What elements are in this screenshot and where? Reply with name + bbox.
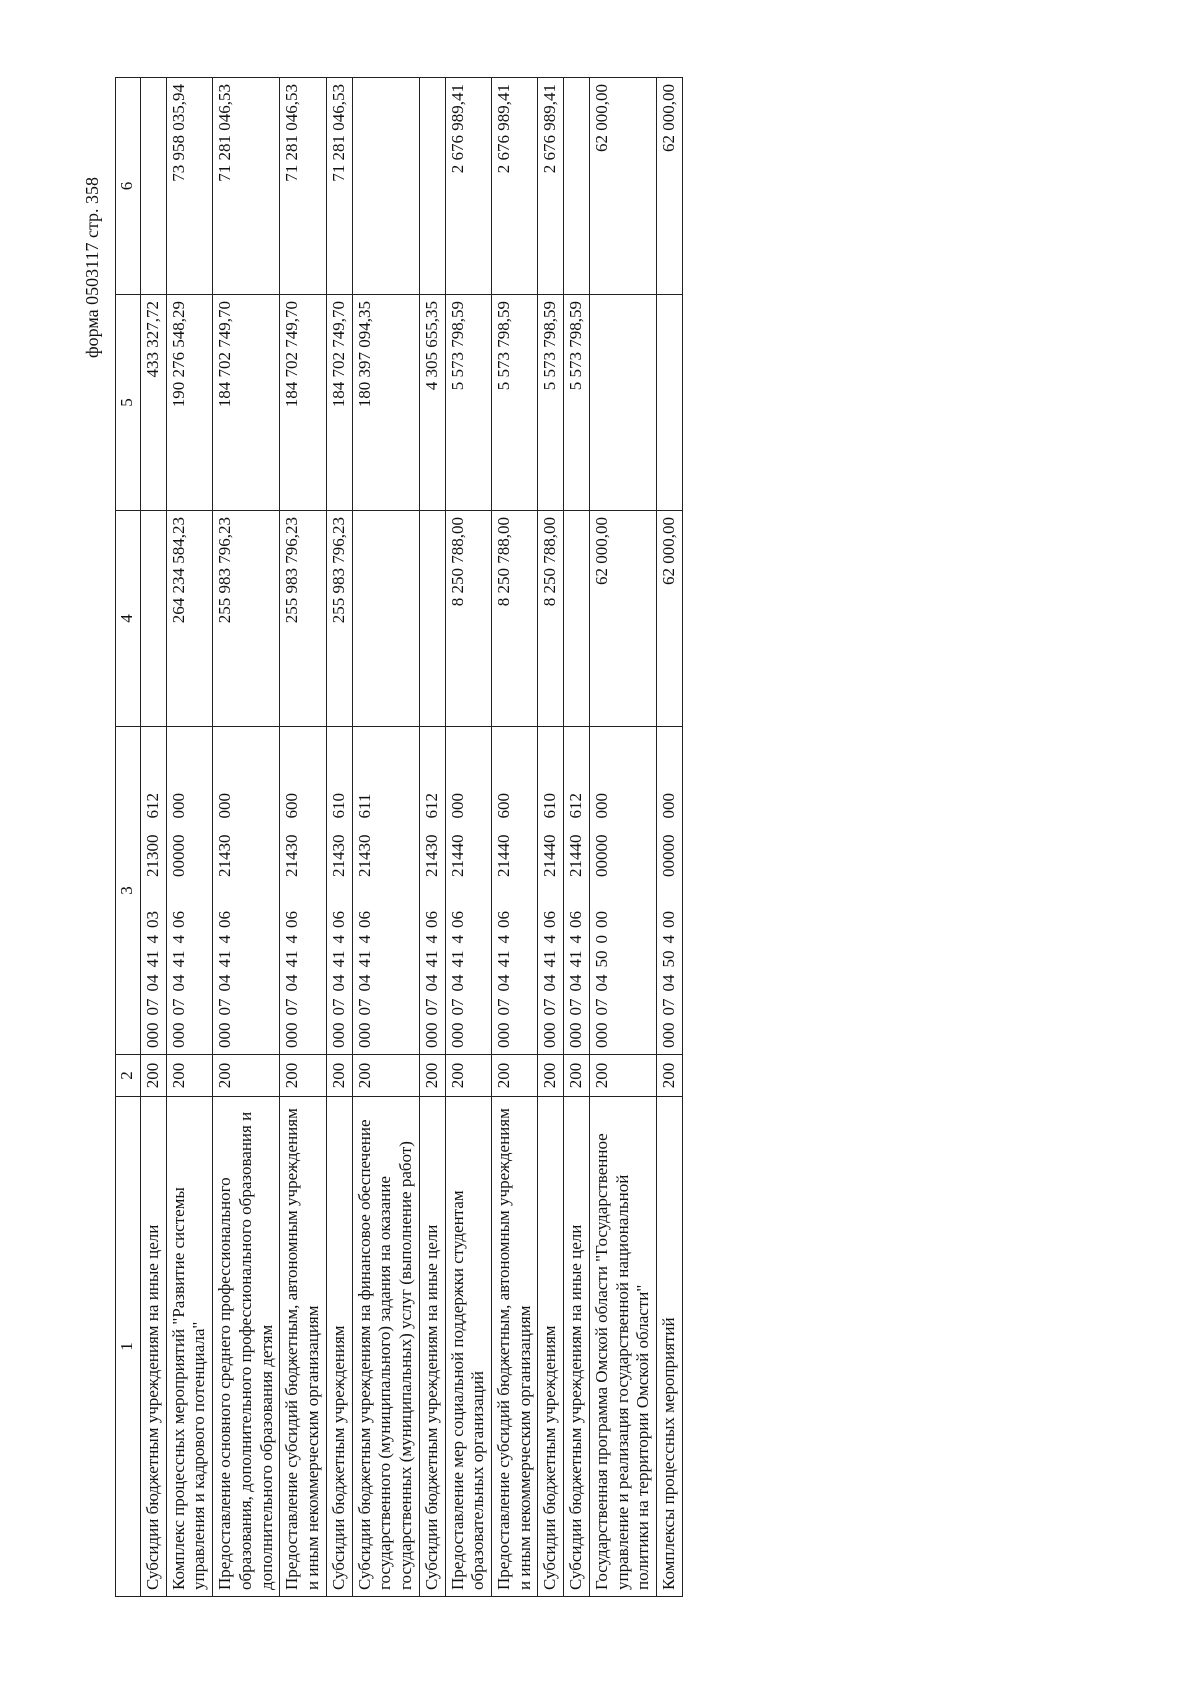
row-approved: 255 983 796,23 bbox=[280, 511, 326, 727]
column-header: 3 bbox=[116, 727, 141, 1055]
row-budget-code bbox=[419, 727, 445, 1055]
code-segment: 4 bbox=[168, 935, 188, 944]
code-segment: 41 bbox=[354, 950, 374, 968]
code-segment: 50 bbox=[659, 950, 679, 968]
code-segment: 04 bbox=[659, 974, 679, 992]
row-unexecuted: 71 281 046,53 bbox=[213, 78, 280, 295]
code-segment: 610 bbox=[328, 793, 348, 819]
row-approved: 62 000,00 bbox=[589, 511, 656, 727]
row-unexecuted: 71 281 046,53 bbox=[326, 78, 352, 295]
table-row bbox=[326, 78, 352, 1597]
row-name: Предоставление основного среднего профессионального образования, дополнительного профессионального образования и дополнительного образования детям bbox=[213, 1097, 280, 1597]
code-segment: 000 bbox=[215, 1022, 235, 1048]
row-approved: 8 250 788,00 bbox=[538, 511, 564, 727]
code-segment: 41 bbox=[282, 950, 302, 968]
code-segment: 4 bbox=[566, 935, 586, 944]
table-row bbox=[564, 78, 590, 1597]
row-executed: 190 276 548,29 bbox=[166, 295, 212, 511]
code-segment: 21440 bbox=[494, 834, 514, 877]
code-segment: 4 bbox=[354, 935, 374, 944]
row-executed bbox=[589, 295, 656, 511]
code-segment: 000 bbox=[494, 1022, 514, 1048]
code-segment: 000 bbox=[447, 1022, 467, 1048]
code-segment: 000 bbox=[540, 1022, 560, 1048]
row-approved bbox=[419, 511, 445, 727]
row-unexecuted bbox=[352, 78, 419, 295]
row-executed: 5 573 798,59 bbox=[445, 295, 491, 511]
code-segment: 4 bbox=[282, 935, 302, 944]
column-header: 1 bbox=[116, 1097, 141, 1597]
code-segment: 000 bbox=[421, 1022, 441, 1048]
code-segment: 07 bbox=[566, 998, 586, 1016]
code-segment: 03 bbox=[143, 911, 162, 928]
code-segment: 4 bbox=[659, 935, 679, 944]
code-segment: 4 bbox=[540, 935, 560, 944]
code-segment: 21430 bbox=[328, 834, 348, 877]
row-unexecuted: 62 000,00 bbox=[657, 78, 683, 295]
code-segment: 04 bbox=[143, 974, 162, 992]
row-line-code: 200 bbox=[657, 1055, 683, 1097]
code-segment: 0 bbox=[591, 935, 611, 944]
row-budget-code bbox=[166, 727, 212, 1055]
table-row bbox=[166, 78, 212, 1597]
row-line-code: 200 bbox=[419, 1055, 445, 1097]
row-budget-code bbox=[492, 727, 538, 1055]
table-row bbox=[280, 78, 326, 1597]
code-segment: 611 bbox=[354, 793, 374, 819]
row-line-code: 200 bbox=[166, 1055, 212, 1097]
code-segment: 06 bbox=[215, 911, 235, 928]
row-approved bbox=[141, 511, 167, 727]
column-header: 2 bbox=[116, 1055, 141, 1097]
code-segment: 00 bbox=[591, 911, 611, 928]
row-executed: 184 702 749,70 bbox=[326, 295, 352, 511]
code-segment: 04 bbox=[215, 974, 235, 992]
code-segment: 07 bbox=[354, 998, 374, 1016]
code-segment: 07 bbox=[447, 998, 467, 1016]
code-segment: 06 bbox=[447, 911, 467, 928]
code-segment: 04 bbox=[168, 974, 188, 992]
code-segment: 4 bbox=[447, 935, 467, 944]
code-segment: 21430 bbox=[215, 834, 235, 877]
row-line-code: 200 bbox=[589, 1055, 656, 1097]
code-segment: 41 bbox=[566, 950, 586, 968]
code-segment: 000 bbox=[168, 1022, 188, 1048]
code-segment: 06 bbox=[168, 911, 188, 928]
row-unexecuted: 2 676 989,41 bbox=[538, 78, 564, 295]
code-segment: 04 bbox=[566, 974, 586, 992]
code-segment: 000 bbox=[354, 1022, 374, 1048]
form-page-header: форма 0503117 стр. 358 bbox=[82, 176, 102, 358]
code-segment: 600 bbox=[494, 793, 514, 819]
row-line-code: 200 bbox=[280, 1055, 326, 1097]
code-segment: 50 bbox=[591, 950, 611, 968]
table-row bbox=[352, 78, 419, 1597]
row-budget-code bbox=[141, 727, 167, 1055]
row-unexecuted: 2 676 989,41 bbox=[445, 78, 491, 295]
code-segment: 000 bbox=[591, 793, 611, 819]
row-budget-code bbox=[326, 727, 352, 1055]
code-segment: 06 bbox=[354, 911, 374, 928]
code-segment: 4 bbox=[494, 935, 514, 944]
code-segment: 612 bbox=[421, 793, 441, 819]
code-segment: 41 bbox=[168, 950, 188, 968]
code-segment: 04 bbox=[540, 974, 560, 992]
code-segment: 41 bbox=[421, 950, 441, 968]
row-line-code: 200 bbox=[352, 1055, 419, 1097]
code-segment: 000 bbox=[282, 1022, 302, 1048]
code-segment: 07 bbox=[659, 998, 679, 1016]
code-segment: 06 bbox=[421, 911, 441, 928]
row-unexecuted: 71 281 046,53 bbox=[280, 78, 326, 295]
row-executed: 5 573 798,59 bbox=[492, 295, 538, 511]
code-segment: 41 bbox=[540, 950, 560, 968]
row-name: Субсидии бюджетным учреждениям на финансовое обеспечение государственного (муниципального) задания на оказание государственных (муниципальных) услуг (выполнение работ) bbox=[352, 1097, 419, 1597]
row-executed: 184 702 749,70 bbox=[213, 295, 280, 511]
code-segment: 4 bbox=[143, 935, 162, 944]
code-segment: 21430 bbox=[421, 834, 441, 877]
row-approved bbox=[352, 511, 419, 727]
column-header: 5 bbox=[116, 295, 141, 511]
row-budget-code bbox=[564, 727, 590, 1055]
code-segment: 610 bbox=[540, 793, 560, 819]
code-segment: 00000 bbox=[168, 834, 188, 877]
code-segment: 00 bbox=[659, 911, 679, 928]
row-budget-code bbox=[280, 727, 326, 1055]
row-name: Предоставление субсидий бюджетным, автономным учреждениям и иным некоммерческим организациям bbox=[492, 1097, 538, 1597]
code-segment: 07 bbox=[168, 998, 188, 1016]
row-approved: 8 250 788,00 bbox=[445, 511, 491, 727]
row-line-code: 200 bbox=[141, 1055, 167, 1097]
row-executed: 4 305 655,35 bbox=[419, 295, 445, 511]
row-name: Комплекс процессных мероприятий "Развитие системы управления и кадрового потенциала" bbox=[166, 1097, 212, 1597]
code-segment: 04 bbox=[282, 974, 302, 992]
row-executed: 433 327,72 bbox=[141, 295, 167, 511]
code-segment: 07 bbox=[282, 998, 302, 1016]
code-segment: 21440 bbox=[447, 834, 467, 877]
code-segment: 000 bbox=[591, 1022, 611, 1048]
code-segment: 07 bbox=[421, 998, 441, 1016]
code-segment: 000 bbox=[659, 1022, 679, 1048]
code-segment: 21300 bbox=[143, 834, 162, 877]
code-segment: 21430 bbox=[282, 834, 302, 877]
row-unexecuted: 2 676 989,41 bbox=[492, 78, 538, 295]
row-budget-code bbox=[657, 727, 683, 1055]
row-line-code: 200 bbox=[564, 1055, 590, 1097]
row-unexecuted bbox=[419, 78, 445, 295]
row-approved: 62 000,00 bbox=[657, 511, 683, 727]
code-segment: 00000 bbox=[591, 834, 611, 877]
code-segment: 000 bbox=[168, 793, 188, 819]
row-budget-code bbox=[213, 727, 280, 1055]
code-segment: 04 bbox=[421, 974, 441, 992]
row-executed bbox=[657, 295, 683, 511]
code-segment: 000 bbox=[566, 1022, 586, 1048]
code-segment: 41 bbox=[143, 950, 162, 968]
code-segment: 07 bbox=[540, 998, 560, 1016]
row-executed: 184 702 749,70 bbox=[280, 295, 326, 511]
code-segment: 612 bbox=[566, 793, 586, 819]
budget-execution-table bbox=[115, 77, 683, 1597]
code-segment: 000 bbox=[328, 1022, 348, 1048]
code-segment: 000 bbox=[143, 1022, 162, 1048]
row-unexecuted: 73 958 035,94 bbox=[166, 78, 212, 295]
code-segment: 000 bbox=[447, 793, 467, 819]
row-approved: 255 983 796,23 bbox=[326, 511, 352, 727]
table-row bbox=[419, 78, 445, 1597]
row-executed: 5 573 798,59 bbox=[538, 295, 564, 511]
row-name: Предоставление мер социальной поддержки студентам образовательных организаций bbox=[445, 1097, 491, 1597]
table-row bbox=[445, 78, 491, 1597]
code-segment: 04 bbox=[447, 974, 467, 992]
code-segment: 06 bbox=[566, 911, 586, 928]
row-approved: 8 250 788,00 bbox=[492, 511, 538, 727]
code-segment: 4 bbox=[215, 935, 235, 944]
row-budget-code bbox=[445, 727, 491, 1055]
row-name: Государственная программа Омской области "Государственное управление и реализация государственной национальной политики на территории Омской области" bbox=[589, 1097, 656, 1597]
row-approved: 264 234 584,23 bbox=[166, 511, 212, 727]
row-name: Субсидии бюджетным учреждениям на иные цели bbox=[564, 1097, 590, 1597]
row-approved: 255 983 796,23 bbox=[213, 511, 280, 727]
row-name: Субсидии бюджетным учреждениям на иные цели bbox=[141, 1097, 167, 1597]
row-name: Субсидии бюджетным учреждениям на иные цели bbox=[419, 1097, 445, 1597]
code-segment: 04 bbox=[591, 974, 611, 992]
code-segment: 04 bbox=[354, 974, 374, 992]
code-segment: 41 bbox=[494, 950, 514, 968]
table-row bbox=[141, 78, 167, 1597]
row-unexecuted: 62 000,00 bbox=[589, 78, 656, 295]
code-segment: 612 bbox=[143, 793, 162, 819]
code-segment: 06 bbox=[282, 911, 302, 928]
code-segment: 41 bbox=[447, 950, 467, 968]
code-segment: 000 bbox=[215, 793, 235, 819]
row-line-code: 200 bbox=[326, 1055, 352, 1097]
code-segment: 000 bbox=[659, 793, 679, 819]
code-segment: 21440 bbox=[540, 834, 560, 877]
row-line-code: 200 bbox=[213, 1055, 280, 1097]
table-header-row bbox=[116, 78, 141, 1597]
code-segment: 41 bbox=[328, 950, 348, 968]
row-executed: 180 397 094,35 bbox=[352, 295, 419, 511]
row-executed: 5 573 798,59 bbox=[564, 295, 590, 511]
column-header: 6 bbox=[116, 78, 141, 295]
code-segment: 04 bbox=[494, 974, 514, 992]
row-budget-code bbox=[352, 727, 419, 1055]
row-name: Субсидии бюджетным учреждениям bbox=[326, 1097, 352, 1597]
code-segment: 04 bbox=[328, 974, 348, 992]
row-name: Комплексы процессных мероприятий bbox=[657, 1097, 683, 1597]
code-segment: 600 bbox=[282, 793, 302, 819]
code-segment: 06 bbox=[328, 911, 348, 928]
code-segment: 07 bbox=[328, 998, 348, 1016]
code-segment: 4 bbox=[421, 935, 441, 944]
code-segment: 07 bbox=[143, 998, 162, 1016]
table-body bbox=[141, 78, 683, 1597]
table-row bbox=[589, 78, 656, 1597]
row-budget-code bbox=[538, 727, 564, 1055]
code-segment: 06 bbox=[540, 911, 560, 928]
row-budget-code bbox=[589, 727, 656, 1055]
table-row bbox=[538, 78, 564, 1597]
code-segment: 07 bbox=[591, 998, 611, 1016]
column-header: 4 bbox=[116, 511, 141, 727]
code-segment: 00000 bbox=[659, 834, 679, 877]
code-segment: 07 bbox=[494, 998, 514, 1016]
code-segment: 21430 bbox=[354, 834, 374, 877]
row-unexecuted bbox=[564, 78, 590, 295]
row-line-code: 200 bbox=[538, 1055, 564, 1097]
code-segment: 21440 bbox=[566, 834, 586, 877]
row-name: Предоставление субсидий бюджетным, автономным учреждениям и иным некоммерческим организациям bbox=[280, 1097, 326, 1597]
row-name: Субсидии бюджетным учреждениям bbox=[538, 1097, 564, 1597]
row-line-code: 200 bbox=[492, 1055, 538, 1097]
row-approved bbox=[564, 511, 590, 727]
code-segment: 07 bbox=[215, 998, 235, 1016]
code-segment: 4 bbox=[328, 935, 348, 944]
table-row bbox=[213, 78, 280, 1597]
row-unexecuted bbox=[141, 78, 167, 295]
table-row bbox=[657, 78, 683, 1597]
code-segment: 06 bbox=[494, 911, 514, 928]
table-row bbox=[492, 78, 538, 1597]
code-segment: 41 bbox=[215, 950, 235, 968]
row-line-code: 200 bbox=[445, 1055, 491, 1097]
